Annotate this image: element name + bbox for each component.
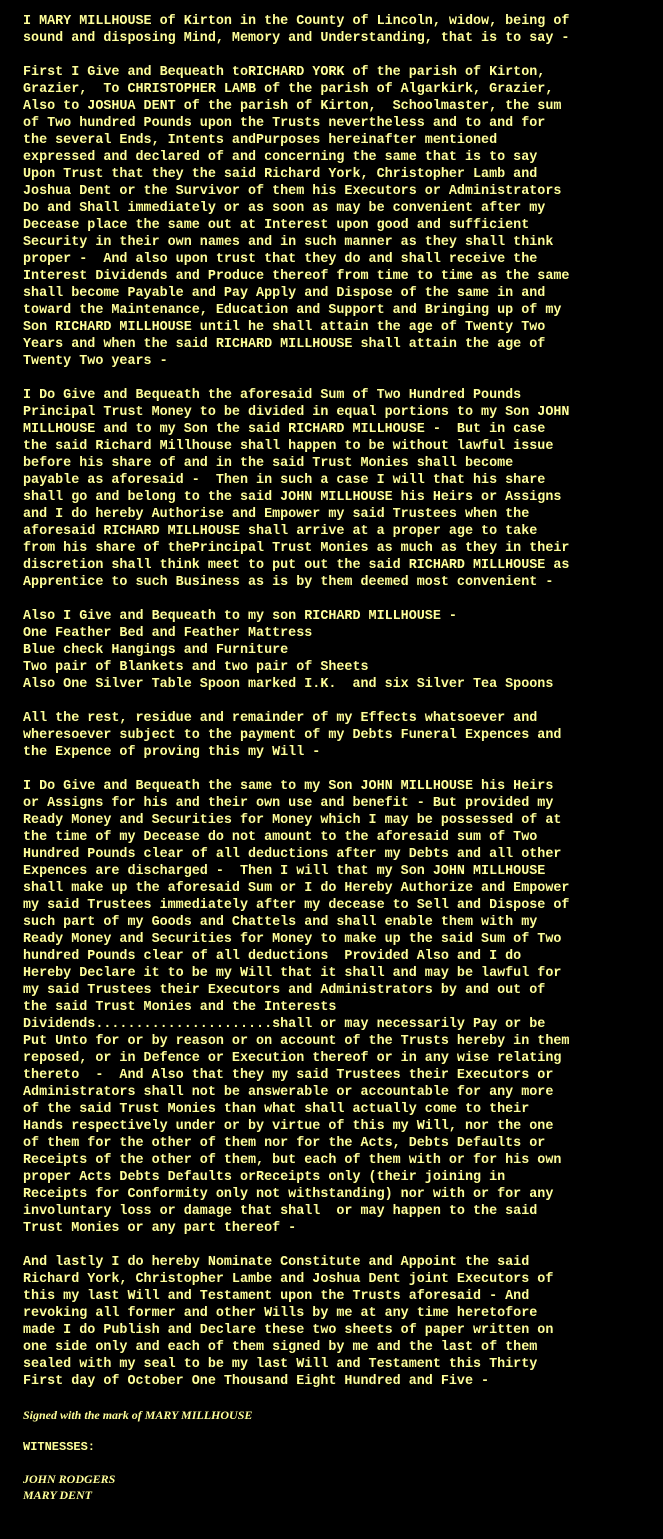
trust-money-division-paragraph: I Do Give and Bequeath the aforesaid Sum of Two Hundred Pounds Principal Trust Money to be divided in equal portions to my Son JOHN MILLHOUSE and to my Son the said RICHARD MILLHOUSE - But in case the said Richard Millhouse shall happen to be without lawful issue before his share of and in the said Trust Monies shall become payable as aforesaid - Then in such a case I will that his share shall go and belong to the said JOHN MILLHOUSE his Heirs or Assigns and I do hereby Authorise and Empower my said Trustees when the aforesaid RICHARD MILLHOUSE shall arrive at a proper age to take from his share of thePrincipal Trust Monies as much as they in their discretion shall think meet to put out the said RICHARD MILLHOUSE as Apprentice to such Business as is by them deemed most convenient -: [23, 388, 570, 590]
witness-name: MARY DENT: [23, 1488, 93, 1502]
household-bequest-paragraph: Also I Give and Bequeath to my son RICHARD MILLHOUSE - One Feather Bed and Feather Mattress Blue check Hangings and Furniture Two pair of Blankets and two pair of Sheets Also One Silver Table Spoon marked I.K. and six Silver Tea Spoons: [23, 609, 554, 692]
witness-name: JOHN RODGERS: [23, 1472, 116, 1486]
residue-paragraph: All the rest, residue and remainder of my Effects whatsoever and wheresoever subject to the payment of my Debts Funeral Expences and the Expence of proving this my Will -: [23, 711, 562, 760]
residue-bequest-paragraph: I Do Give and Bequeath the same to my Son JOHN MILLHOUSE his Heirs or Assigns for his and their own use and benefit - But provided my Ready Money and Securities for Money which I may be possessed of at the time of my Decease do not amount to the aforesaid sum of Two Hundred Pounds clear of all deductions after my Debts and all other Expences are discharged - Then I will that my Son JOHN MILLHOUSE shall make up the aforesaid Sum or I do Hereby Authorize and Empower my said Trustees immediately after my decease to Sell and Dispose of such part of my Goods and Chattels and shall enable them with my Ready Money and Securities for Money to make up the said Sum of Two hundred Pounds clear of all deductions Provided Also and I do Hereby Declare it to be my Will that it shall and may be lawful for my said Trustees their Executors and Administrators by and out of the said Trust Monies and the Interests Dividends......................shall or may necessarily Pay or be Put Unto for or by reason or on account of the Trusts hereby in them reposed, or in Defence or Execution thereof or in any wise relating thereto - And Also that they my said Trustees their Executors or Administrators shall not be answerable or accountable for any more of the said Trust Monies than what shall actually come to their Hands respectively under or by virtue of this my Will, nor the one of them for the other of them nor for the Acts, Debts Defaults or Receipts of the other of them, but each of them with or for his own proper Acts Debts Defaults orReceipts only (their joining in Receipts for Conformity only not withstanding) nor with or for any involuntary loss or damage that shall or may happen to the said Trust Monies or any part thereof -: [23, 779, 570, 1236]
will-opening-paragraph: I MARY MILLHOUSE of Kirton in the County of Lincoln, widow, being of sound and disposing Mind, Memory and Understanding, that is to say -: [23, 14, 570, 46]
executors-appointment-paragraph: And lastly I do hereby Nominate Constitute and Appoint the said Richard York, Christopher Lambe and Joshua Dent joint Executors of this my last Will and Testament upon the Trusts aforesaid - And revoking all former and other Wills by me at any time heretofore made I do Publish and Declare these two sheets of paper written on one side only and each of them signed by me and the last of them sealed with my seal to be my last Will and Testament this Thirty First day of October One Thousand Eight Hundred and Five -: [23, 1255, 554, 1389]
bequest-trust-paragraph: First I Give and Bequeath toRICHARD YORK of the parish of Kirton, Grazier, To CHRISTOPHER LAMB of the parish of Algarkirk, Grazier, Also to JOSHUA DENT of the parish of Kirton, Schoolmaster, the sum of Two hundred Pounds upon the Trusts nevertheless and to and for the several Ends, Intents andPurposes hereinafter mentioned expressed and declared of and concerning the same that is to say Upon Trust that they the said Richard York, Christopher Lamb and Joshua Dent or the Survivor of them his Executors or Administrators Do and Shall immediately or as soon as may be convenient after my Decease place the same out at Interest upon good and sufficient Security in their own names and in such manner as they shall think proper - And also upon trust that they do and shall receive the Interest Dividends and Produce thereof from time to time as the same shall become Payable and Pay Apply and Dispose of the same in and toward the Maintenance, Education and Support and Bringing up of my Son RICHARD MILLHOUSE until he shall attain the age of Twenty Two Years and when the said RICHARD MILLHOUSE shall attain the age of Twenty Two years -: [23, 65, 570, 369]
signature-line: Signed with the mark of MARY MILLHOUSE: [23, 1408, 253, 1422]
witnesses-label: WITNESSES:: [23, 1440, 96, 1454]
